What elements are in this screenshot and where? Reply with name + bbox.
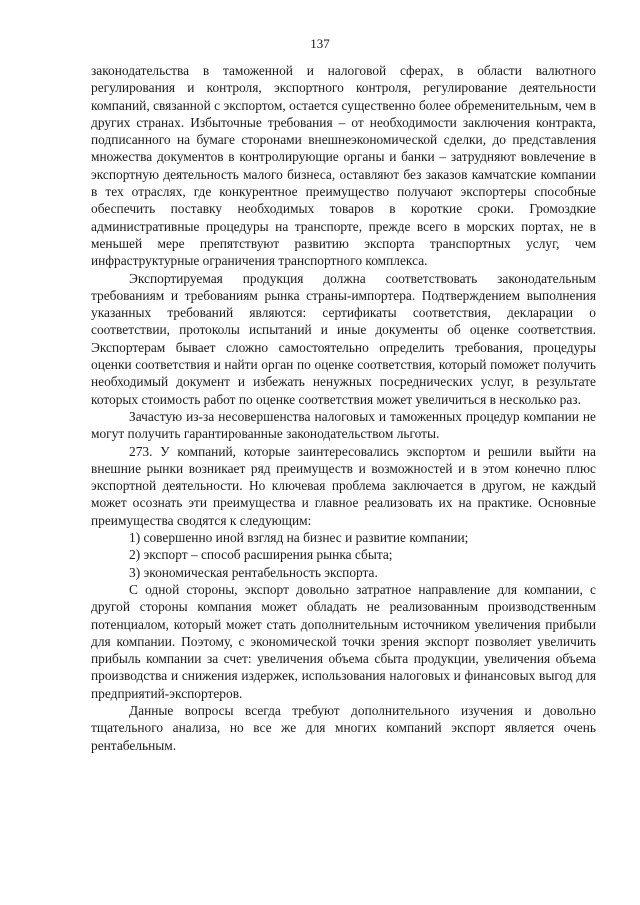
paragraph-conclusion: Данные вопросы всегда требуют дополнительного изучения и довольно тщательного анализа, но все же для многих компаний экспорт является очень рентабельным. (91, 702, 596, 753)
paragraph-export-costs: С одной стороны, экспорт довольно затратное направление для компании, с другой стороны компания может обладать не реализованным производственным потенциалом, который может стать дополнительным источником увеличения прибыли для компании. Поэтому, с экономической точки зрения экспорт позволяет увеличить прибыль компании за счет: увеличения объема сбыта продукции, увеличения объема производства и снижения издержек, использования налоговых и финансовых выгод для предприятий-экспортеров. (91, 581, 596, 701)
list-item: 3) экономическая рентабельность экспорта. (129, 564, 378, 580)
list-item: 2) экспорт – способ расширения рынка сбыта; (129, 547, 393, 563)
list-item: 1) совершенно иной взгляд на бизнес и развитие компании; (129, 530, 469, 546)
paragraph-tax-procedures: Зачастую из-за несовершенства налоговых и таможенных процедур компании не могут получить гарантированные законодательством льготы. (91, 408, 596, 442)
paragraph-continuation: законодательства в таможенной и налоговой сферах, в области валютного регулирования и контроля, экспортного контроля, регулирование деятельности компаний, связанной с экспортом, остается существенно более обременительным, чем в других странах. Избыточные требования – от необходимости заключения контракта, подписанного на бумаге сторонами внешнеэкономической сделки, до представления множества документов в контролирующие органы и банки – затрудняют вовлечение в экспортную деятельность малого бизнеса, оставляют без заказов камчатские компании в тех отраслях, где конкурентное преимущество получают экспортеры способные обеспечить поставку необходимых товаров в короткие сроки. Громоздкие административные процедуры на транспорте, прежде всего в морских портах, не в меньшей мере препятствуют развитию экспорта транспортных услуг, чем инфраструктурные ограничения транспортного комплекса. (91, 63, 596, 269)
body-text (91, 62, 596, 754)
page-number: 137 (310, 36, 330, 51)
paragraph-273: 273. У компаний, которые заинтересовались экспортом и решили выйти на внешние рынки возникает ряд преимуществ и возможностей и в этом конечно плюс экспортной деятельности. Но ключевая проблема заключается в другом, не каждый может осознать эти преимущества и главное реализовать их на практике. Основные преимущества сводятся к следующим: (91, 443, 596, 528)
paragraph-export-requirements: Экспортируемая продукция должна соответствовать законодательным требованиям и требованиям рынка страны-импортера. Подтверждением выполнения указанных требований являются: сертификаты соответствия, декларации о соответствии, протоколы испытаний и иные документы об оценке соответствия. Экспортерам бывает сложно самостоятельно определить требования, процедуры оценки соответствия и найти орган по оценке соответствия, который поможет получить необходимый документ и избежать ненужных посреднических услуг, в результате которых стоимость работ по оценке соответствия может увеличиться в несколько раз. (91, 270, 596, 407)
